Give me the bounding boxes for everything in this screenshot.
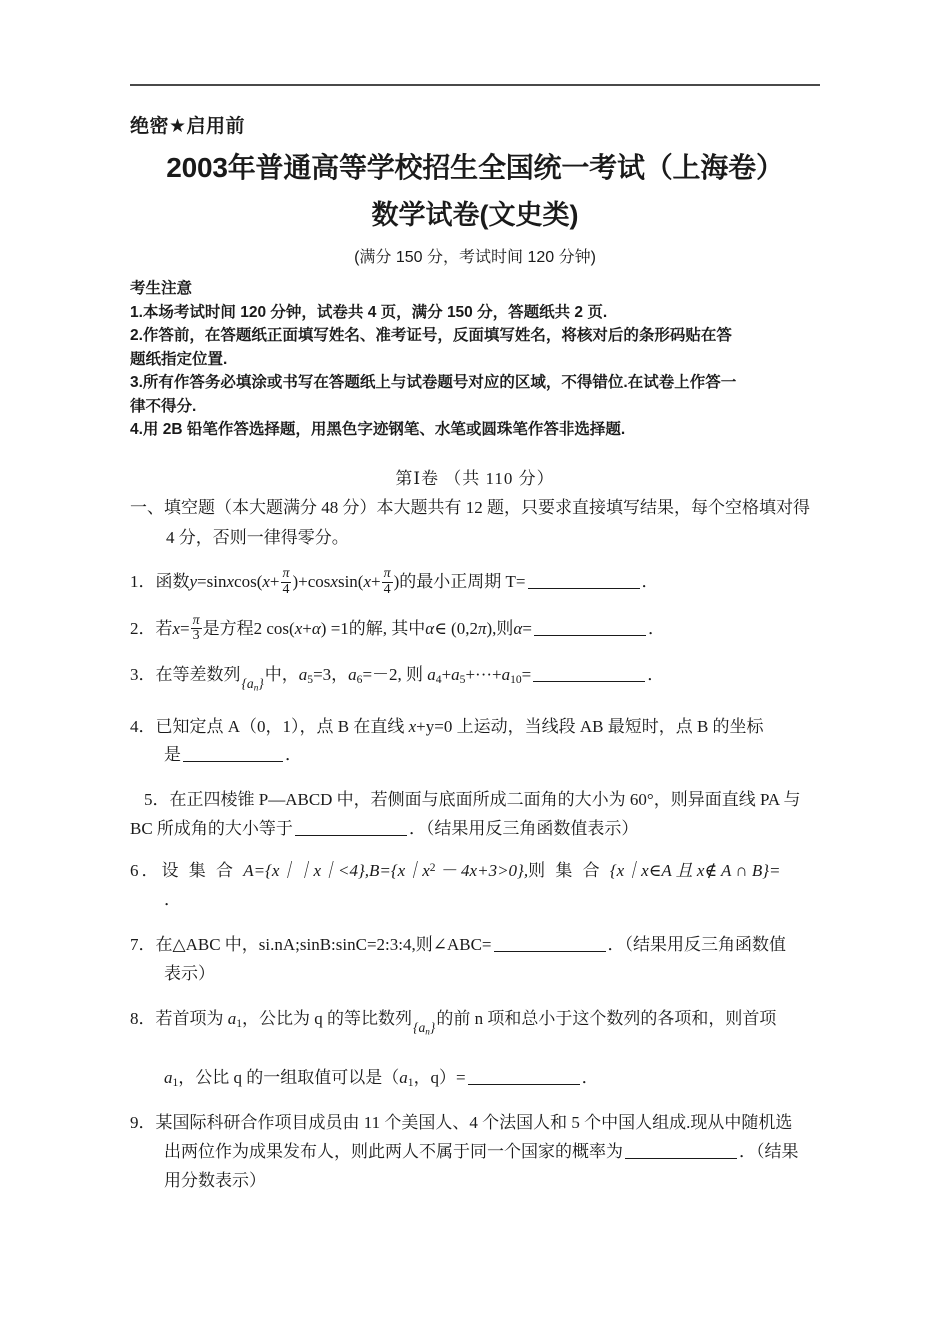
q5-line1: 在正四棱锥 P—ABCD 中，若侧面与底面所成二面角的大小为 60°，则异面直线 PA 与 — [169, 790, 801, 810]
question-1 — [130, 568, 820, 598]
q5-line2-tail: ．（结果用反三角函数值表示） — [408, 819, 639, 839]
q1-eq1: =sin — [197, 572, 227, 592]
q4-line1b: +y=0 上运动，当线段 AB 最短时，点 B 的坐标 — [416, 716, 764, 736]
q1-frac2-num: π — [383, 566, 391, 582]
page-subtitle: 数学试卷(文史类) — [371, 200, 579, 230]
header-divider — [130, 84, 820, 86]
q2-t4: ∈ (0,2 — [434, 618, 478, 638]
q2-alpha-3: α — [513, 618, 523, 638]
q3-a10: a — [501, 664, 511, 684]
q5-answer-blank[interactable] — [295, 835, 407, 836]
q8-l2-a2: a — [399, 1068, 408, 1088]
q8-l2-a1: a — [164, 1068, 173, 1088]
q8-t3: 的前 n 项和总小于这个数列的各项和，则首项 — [436, 1008, 777, 1028]
notice-item-2: 2.作答前，在答题纸正面填写姓名、准考证号，反面填写姓名，将核对后的条形码贴在答 — [130, 327, 732, 345]
q1-plus2: + — [298, 572, 308, 592]
q3-a10-sub: 10 — [510, 673, 522, 687]
q1-answer-blank[interactable] — [528, 588, 640, 589]
q5-line2-text: BC 所成角的大小等于 — [130, 819, 293, 839]
q1-fraction-1 — [281, 567, 292, 597]
q8-l2-a2-sub: 1 — [407, 1076, 414, 1090]
question-2-number: 2． — [130, 618, 156, 638]
q8-t2: ，公比为 q 的等比数列 — [242, 1008, 413, 1028]
q8-seq-open: {a — [413, 1020, 426, 1036]
page-title: 2003年普通高等学校招生全国统一考试（上海卷） — [166, 152, 784, 183]
q3-plus1: + — [441, 664, 452, 684]
q3-seq-sub: n — [253, 682, 259, 693]
question-6-number: 6． — [130, 861, 162, 881]
q8-a1-sub: 1 — [236, 1016, 243, 1030]
q7-line1: 在△ABC 中，si.nA;sinB:sinC=2:3:4,则∠ABC= — [155, 934, 492, 954]
q2-eq: = — [180, 618, 190, 638]
notice-item-3: 3.所有作答务必填涂或书写在答题纸上与试卷题号对应的区域，不得错位.在试卷上作答一 — [130, 374, 737, 392]
q1-sin2: sin( — [337, 572, 364, 592]
q2-frac-den: 3 — [191, 628, 202, 644]
q3-a5: a — [298, 664, 308, 684]
q2-t3: ) =1的解, 其中 — [320, 618, 426, 638]
q1-frac2-den: 4 — [382, 582, 393, 598]
q3-plus2: +···+ — [465, 664, 502, 684]
notice-item-2-cont: 题纸指定位置. — [130, 350, 228, 368]
q3-eq3: = — [521, 664, 532, 684]
question-3-number: 3． — [130, 664, 156, 684]
candidate-notice — [130, 277, 820, 442]
question-1-number: 1． — [130, 572, 156, 592]
q4-line2 — [130, 741, 820, 770]
question-7-number: 7． — [130, 934, 156, 954]
q8-l2-text2: ，q）= — [413, 1068, 466, 1088]
q1-fraction-2 — [382, 567, 393, 597]
secret-label: 绝密★启用前 — [130, 116, 246, 137]
q2-fraction — [191, 614, 202, 644]
q8-t1: 若首项为 — [155, 1008, 228, 1028]
question-5-number: 5． — [144, 790, 170, 810]
q2-t1: 若 — [155, 618, 173, 638]
q3-t2: 中， — [264, 664, 299, 684]
q7-answer-blank[interactable] — [494, 951, 606, 952]
q1-close1: ) — [292, 572, 299, 592]
q2-t6: = — [522, 618, 532, 638]
section-intro-line2: 4 分，否则一律得零分。 — [166, 527, 349, 547]
q8-period: ． — [581, 1068, 599, 1088]
q8-seq-sub: n — [425, 1026, 430, 1037]
q9-line1: 某国际科研合作项目成员由 11 个美国人、4 个法国人和 5 个中国人组成.现从中随机选 — [155, 1113, 793, 1133]
page-content — [130, 0, 820, 1196]
q6-t1: 设 集 合 — [161, 861, 244, 881]
question-8 — [130, 1005, 820, 1094]
q1-period: ． — [641, 572, 659, 592]
q6-line2 — [130, 886, 820, 915]
q7-line2: 表示） — [164, 963, 215, 983]
q3-a4-sub: 4 — [435, 673, 442, 687]
section-intro-line1: 一、填空题（本大题满分 48 分）本大题共有 12 题，只要求直接填写结果，每个空格填对得 — [130, 497, 810, 517]
question-6 — [130, 857, 820, 915]
q2-t5: ),则 — [486, 618, 514, 638]
question-4 — [130, 713, 820, 771]
q9-line3: 用分数表示） — [164, 1171, 266, 1191]
notice-heading: 考生注意 — [130, 280, 193, 297]
q8-a1: a — [227, 1008, 237, 1028]
q3-b5: a — [451, 664, 460, 684]
q1-tail: 的最小正周期 T= — [399, 572, 526, 592]
q6-period: ． — [164, 890, 181, 909]
q3-seq-open: {a — [241, 676, 254, 692]
q6-set-a: A={x｜｜x｜<4},B={x｜x — [243, 861, 430, 881]
q1-var-y: y — [189, 572, 198, 592]
q1-close2: ) — [393, 572, 400, 592]
q9-line2-tail: ．（结果 — [739, 1142, 799, 1162]
question-4-number: 4． — [130, 716, 156, 736]
q6-t2: 则 集 合 — [528, 861, 610, 881]
notice-item-3-cont: 律不得分. — [130, 397, 197, 415]
q2-period: ． — [647, 618, 665, 638]
section-intro — [130, 493, 820, 553]
question-8-number: 8． — [130, 1008, 156, 1028]
question-9-number: 9． — [130, 1113, 156, 1133]
question-9 — [130, 1109, 820, 1196]
q4-var-x: x — [408, 716, 417, 736]
q8-l2-text: ，公比 q 的一组取值可以是（ — [178, 1068, 400, 1088]
q3-a4: a — [427, 664, 436, 684]
q4-line2-text: 是 — [164, 745, 181, 765]
q8-line2 — [130, 1064, 820, 1093]
q2-alpha-1: α — [311, 618, 321, 638]
q1-var-x2: x — [262, 572, 270, 592]
q4-period: ． — [285, 745, 302, 765]
notice-item-4: 4.用 2B 铅笔作答选择题，用黑色字迹钢笔、水笔或圆珠笔作答非选择题. — [130, 421, 626, 439]
q2-answer-blank[interactable] — [534, 635, 646, 636]
q2-frac-num: π — [192, 612, 200, 628]
q3-eq1: =3， — [313, 664, 349, 684]
question-7 — [130, 931, 820, 989]
question-3 — [130, 661, 820, 697]
q1-plus1: + — [269, 572, 280, 592]
q7-line1-tail: ．（结果用反三角函数值 — [607, 934, 787, 954]
q1-cos1: cos( — [234, 572, 263, 592]
q9-answer-blank[interactable] — [625, 1158, 737, 1159]
q5-line2 — [130, 815, 820, 844]
q1-frac1-num: π — [282, 566, 290, 582]
q3-a6: a — [348, 664, 357, 684]
q8-seq-close: } — [429, 1020, 436, 1036]
notice-item-1: 1.本场考试时间 120 分钟，试卷共 4 页，满分 150 分，答题纸共 2 页. — [130, 303, 608, 321]
question-5 — [130, 786, 820, 844]
q3-b5-sub: 5 — [459, 673, 466, 687]
q4-line1a: 已知定点 A（0，1），点 B 在直线 — [155, 716, 409, 736]
q1-var-x1: x — [226, 572, 235, 592]
q8-l2-a1-sub: 1 — [172, 1076, 179, 1090]
q2-var-x2: x — [294, 618, 303, 638]
score-time-note: (满分 150 分，考试时间 120 分钟) — [354, 249, 596, 266]
q3-t1: 在等差数列 — [155, 664, 241, 684]
q3-answer-blank[interactable] — [533, 681, 645, 682]
q3-sequence-notation — [241, 672, 265, 696]
q3-a5-sub: 5 — [307, 673, 314, 687]
q1-plus3: + — [371, 572, 381, 592]
q9-line2 — [130, 1138, 820, 1167]
q8-answer-blank[interactable] — [468, 1084, 580, 1085]
q8-sequence-notation — [412, 1016, 436, 1040]
q1-frac1-den: 4 — [281, 582, 292, 598]
q4-answer-blank[interactable] — [183, 761, 283, 762]
q1-var-x4: x — [363, 572, 372, 592]
q2-pi: π — [477, 618, 487, 638]
q6-set-a-rest: － 4x+3>0}, — [435, 861, 529, 881]
q3-eq2: =－2, 则 — [362, 664, 424, 684]
q2-var-x: x — [172, 618, 181, 638]
q2-t2: 是方程2 cos( — [202, 618, 295, 638]
q3-period: ． — [647, 664, 665, 684]
q1-var-x3: x — [330, 572, 338, 592]
q9-line2-text: 出两位作为成果发布人，则此两人不属于同一个国家的概率为 — [164, 1142, 623, 1162]
q2-alpha-2: α — [425, 618, 435, 638]
q6-set-expression: {x｜x∈A 且 x∉ A ∩ B}= — [609, 861, 781, 881]
paper-part-header: 第Ⅰ卷 （共 110 分） — [395, 468, 555, 488]
q2-plus: + — [302, 618, 312, 638]
q3-seq-close: } — [258, 676, 264, 692]
question-2 — [130, 612, 820, 645]
question-1-lead: 函数 — [155, 572, 190, 592]
q6-set-a-exponent: 2 — [429, 860, 436, 874]
q3-a6-sub: 6 — [356, 673, 363, 687]
q1-cos2: cos — [307, 572, 331, 592]
